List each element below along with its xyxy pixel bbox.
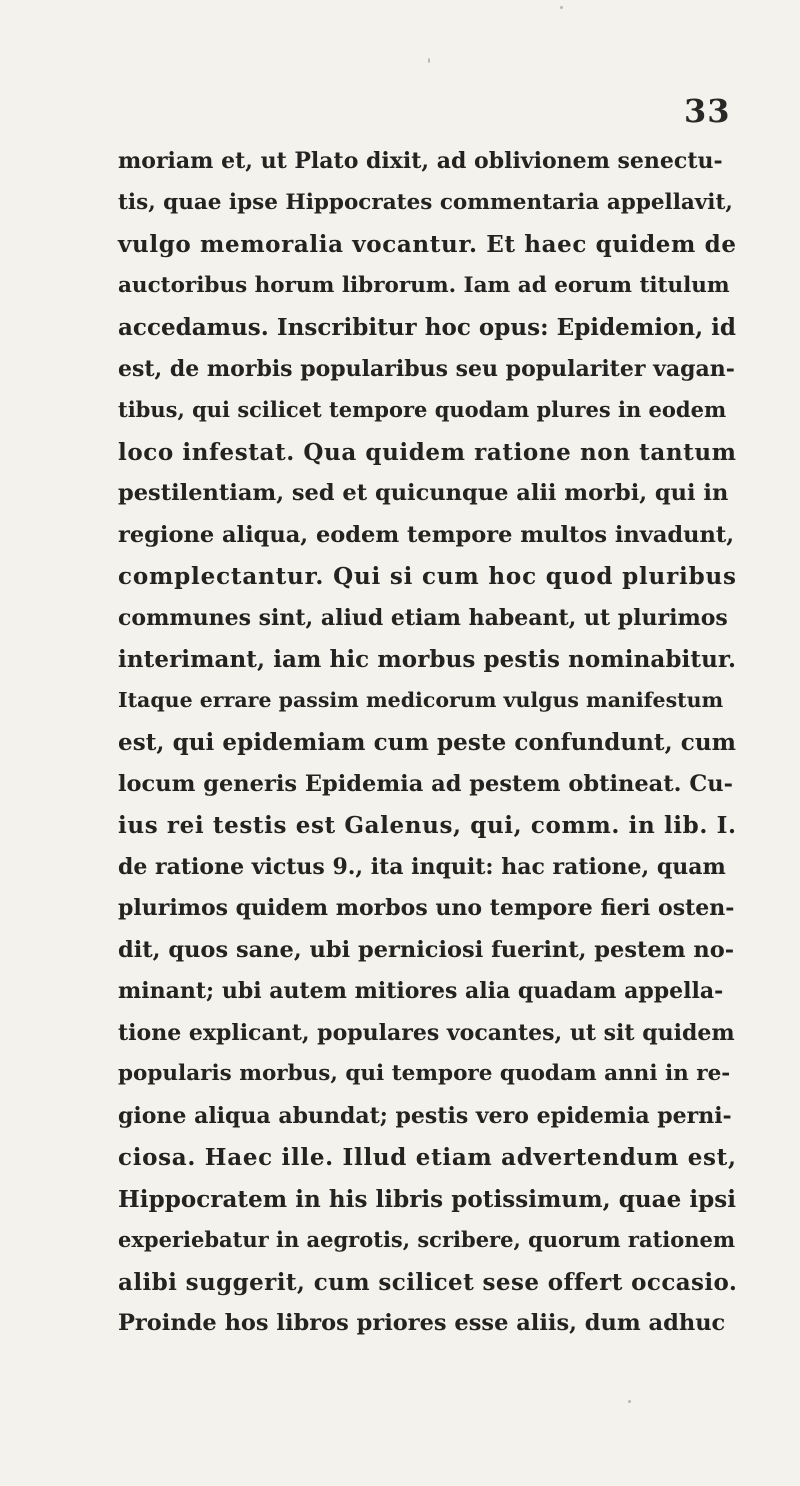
text-line: complectantur. Qui si cum hoc quod pluribus <box>118 563 737 590</box>
page-number: 33 <box>684 92 731 130</box>
text-line: regione aliqua, eodem tempore multos invadunt, <box>118 521 735 548</box>
text-line: interimant, iam hic morbus pestis nominabitur. <box>118 646 737 673</box>
text-line: dit, quos sane, ubi perniciosi fuerint, pestem no- <box>118 936 735 963</box>
text-line: Proinde hos libros priores esse aliis, dum adhuc <box>118 1310 726 1336</box>
text-line: de ratione victus 9., ita inquit: hac ratione, quam <box>118 853 726 880</box>
text-line: tis, quae ipse Hippocrates commentaria appellavit, <box>118 189 733 215</box>
paper-speck <box>628 1400 631 1403</box>
text-line: tione explicant, populares vocantes, ut sit quidem <box>118 1019 735 1046</box>
text-line: Itaque errare passim medicorum vulgus manifestum <box>118 687 724 712</box>
text-line: alibi suggerit, cum scilicet sese offert occasio. <box>118 1268 738 1296</box>
text-line: experiebatur in aegrotis, scribere, quorum rationem <box>118 1227 736 1252</box>
text-line: communes sint, aliud etiam habeant, ut plurimos <box>118 604 728 631</box>
text-line: plurimos quidem morbos uno tempore fieri osten- <box>118 895 735 921</box>
text-line: ius rei testis est Galenus, qui, comm. in lib. I. <box>118 812 737 839</box>
text-line: est, de morbis popularibus seu populariter vagan- <box>118 355 735 382</box>
paper-speck <box>428 58 430 63</box>
text-line: loco infestat. Qua quidem ratione non tantum <box>118 438 737 466</box>
text-line: ciosa. Haec ille. Illud etiam advertendum est, <box>118 1144 737 1171</box>
text-line: auctoribus horum librorum. Iam ad eorum titulum <box>118 272 730 298</box>
text-line: est, qui epidemiam cum peste confundunt, cum <box>118 729 737 756</box>
paper-speck <box>560 6 563 9</box>
text-line: accedamus. Inscribitur hoc opus: Epidemion, id <box>118 314 737 341</box>
text-line: tibus, qui scilicet tempore quodam plures in eodem <box>118 397 727 422</box>
text-line: minant; ubi autem mitiores alia quadam appella- <box>118 978 724 1004</box>
text-line: pestilentiam, sed et quicunque alii morbi, qui in <box>118 480 729 506</box>
text-line: Hippocratem in his libris potissimum, quae ipsi <box>118 1185 737 1213</box>
text-line: vulgo memoralia vocantur. Et haec quidem de <box>118 231 737 258</box>
text-line: popularis morbus, qui tempore quodam anni in re- <box>118 1061 731 1086</box>
text-line: gione aliqua abundat; pestis vero epidemia perni- <box>118 1102 732 1129</box>
text-line: locum generis Epidemia ad pestem obtineat. Cu- <box>118 770 733 797</box>
text-line: moriam et, ut Plato dixit, ad oblivionem senectu- <box>118 148 723 174</box>
